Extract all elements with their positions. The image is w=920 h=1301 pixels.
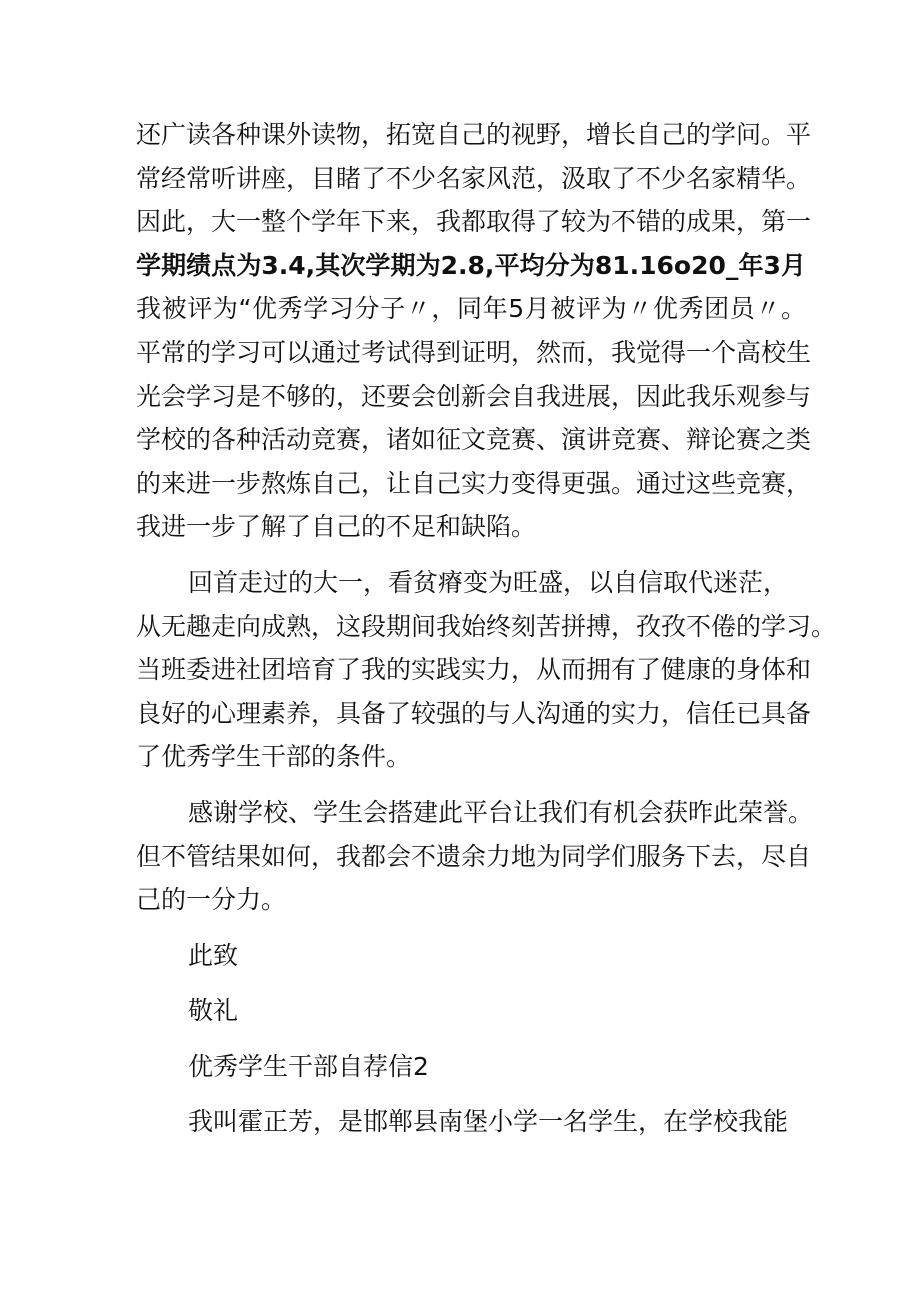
body-line: 了优秀学生干部的条件。 bbox=[136, 742, 412, 772]
body-line: 还广读各种课外读物，拓宽自己的视野，增长自己的学问。平 bbox=[136, 120, 812, 149]
body-line: 我叫霍正芳，是邯郸县南堡小学一名学生，在学校我能 bbox=[188, 1107, 789, 1137]
body-line: 因此，大一整个学年下来，我都取得了较为不错的成果，第一 bbox=[136, 207, 812, 237]
body-line: 的来进一步熬炼自己，让自己实力变得更强。通过这些竞赛， bbox=[136, 468, 812, 498]
body-line: 当班委进社团培育了我的实践实力，从而拥有了健康的身体和 bbox=[136, 655, 812, 685]
body-line: 光会学习是不够的，还要会创新会自我进展，因此我乐观参与 bbox=[136, 381, 812, 411]
body-line: 我进一步了解了自己的不足和缺陷。 bbox=[136, 512, 537, 542]
body-line: 从无趣走向成熟，这段期间我始终刻苦拼搏，孜孜不倦的学习。 bbox=[136, 611, 837, 641]
paragraph-gap bbox=[136, 1088, 806, 1100]
body-line-grades: 学期绩点为3.4,其次学期为2.8,平均分为81.16o20_年3月 bbox=[136, 250, 806, 280]
body-line-awards: 我被评为“优秀学习分子〃，同年5月被评为〃优秀团员〃。 bbox=[136, 294, 806, 324]
body-line: 感谢学校、学生会搭建此平台让我们有机会获昨此荣誉。 bbox=[188, 797, 814, 827]
paragraph-gap bbox=[136, 977, 806, 989]
body-line: 平常的学习可以通过考试得到证明，然而，我觉得一个高校生 bbox=[136, 337, 812, 367]
body-line: 但不管结果如何，我都会不遗余力地为同学们服务下去，尽自 bbox=[136, 841, 812, 871]
body-line: 己的一分力。 bbox=[136, 885, 287, 915]
body-line: 学校的各种活动竞赛，诸如征文竞赛、演讲竞赛、辩论赛之类 bbox=[136, 425, 812, 455]
closing-salutation: 此致 bbox=[188, 940, 239, 970]
body-line: 良好的心理素养，具备了较强的与人沟通的实力，信任已具备 bbox=[136, 698, 812, 728]
closing-regards: 敬礼 bbox=[188, 996, 239, 1026]
paragraph-gap bbox=[136, 922, 806, 934]
letter-body bbox=[136, 113, 837, 1144]
body-line: 回首走过的大一，看贫瘠变为旺盛，以自信取代迷茫， bbox=[188, 567, 789, 597]
paragraph-gap bbox=[136, 779, 806, 791]
body-line: 常经常听讲座，目睹了不少名家风范，汲取了不少名家精华。 bbox=[136, 163, 812, 193]
paragraph-gap bbox=[136, 1033, 806, 1045]
paragraph-gap bbox=[136, 549, 806, 561]
section-title: 优秀学生干部自荐信2 bbox=[188, 1051, 429, 1081]
